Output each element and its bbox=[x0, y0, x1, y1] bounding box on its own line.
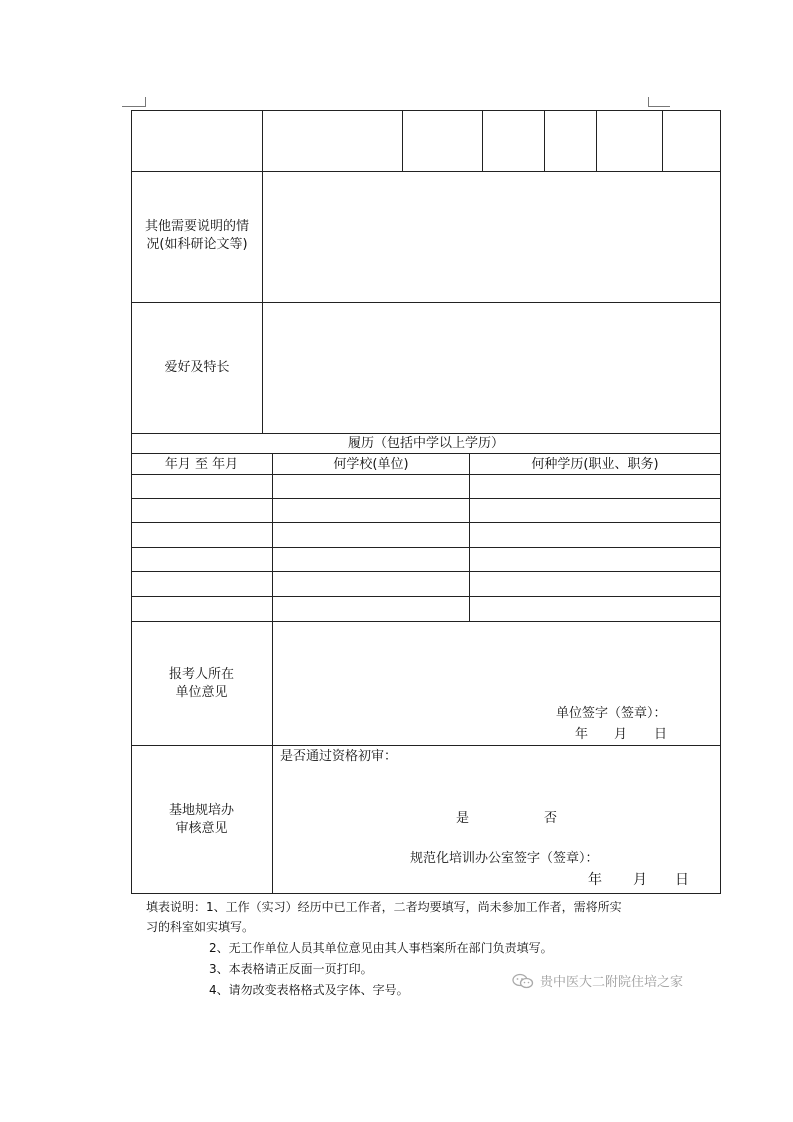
notes-line3: 2、无工作单位人员其单位意见由其人事档案所在部门负责填写。 bbox=[209, 941, 553, 955]
hobbies-label: 爱好及特长 bbox=[164, 360, 230, 375]
unit-date-year: 年 bbox=[575, 727, 589, 742]
unit-opinion-label bbox=[131, 666, 272, 702]
notes-line1: 填表说明：1、工作（实习）经历中已工作者，二者均要填写，尚未参加工作者，需将所实 bbox=[146, 900, 622, 914]
crop-mark-right-v bbox=[648, 97, 649, 107]
watermark bbox=[512, 971, 683, 990]
qualify-question: 是否通过资格初审： bbox=[280, 749, 398, 764]
notes-line4: 3、本表格请正反面一页打印。 bbox=[209, 962, 373, 976]
wechat-icon bbox=[512, 973, 534, 989]
office-date-day: 日 bbox=[675, 872, 689, 888]
base-review-label bbox=[131, 802, 272, 838]
unit-opinion-line1: 报考人所在 bbox=[168, 667, 234, 682]
office-date-month: 月 bbox=[633, 872, 647, 888]
notes-line5: 4、请勿改变表格格式及字体、字号。 bbox=[209, 983, 409, 997]
base-review-line1: 基地规培办 bbox=[168, 803, 234, 818]
crop-mark-left-v bbox=[145, 97, 146, 107]
resume-col-degree: 何种学历(职业、职务) bbox=[531, 457, 659, 472]
crop-mark-right bbox=[648, 106, 670, 107]
resume-col-period: 年月 至 年月 bbox=[164, 457, 239, 472]
other-info-label bbox=[132, 218, 262, 254]
option-yes: 是 bbox=[456, 811, 470, 826]
notes-line2: 习的科室如实填写。 bbox=[146, 920, 255, 934]
resume-col-school: 何学校(单位) bbox=[333, 457, 409, 472]
watermark-text: 贵中医大二附院住培之家 bbox=[540, 975, 684, 990]
option-no: 否 bbox=[544, 811, 558, 826]
other-info-label-line2: 况(如科研论文等) bbox=[146, 237, 248, 252]
crop-mark-left bbox=[122, 106, 146, 107]
resume-title: 履历（包括中学以上学历） bbox=[347, 436, 504, 451]
other-info-label-line1: 其他需要说明的情 bbox=[144, 219, 249, 234]
unit-opinion-line2: 单位意见 bbox=[175, 685, 228, 700]
office-date-year: 年 bbox=[588, 872, 602, 888]
unit-date-month: 月 bbox=[614, 727, 628, 742]
office-signature: 规范化培训办公室签字（签章）： bbox=[410, 851, 599, 866]
unit-signature: 单位签字（签章）： bbox=[556, 706, 667, 721]
base-review-line2: 审核意见 bbox=[175, 821, 228, 836]
unit-date-day: 日 bbox=[654, 727, 668, 742]
